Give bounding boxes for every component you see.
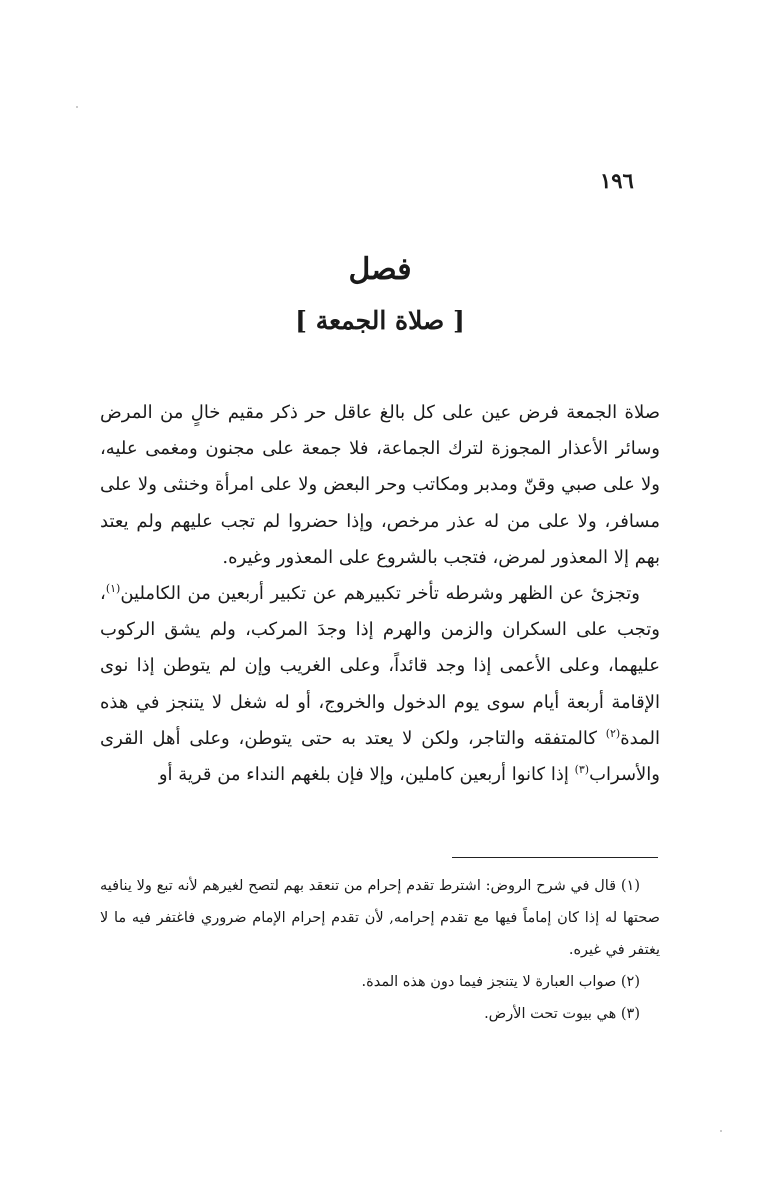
footnote-1: (١) قال في شرح الروض: اشترط تقدم إحرام من تنعقد بهم لتصح لغيرهم لأنه تبع ولا ينافيه صحتها له إذا كان إماماً فيها مع تقدم إحرامه, لأن تقدم إحرام الإمام ضروري فاغتفر فيه ما لا يغتفر في غيره. <box>100 878 660 958</box>
page-number: ١٩٦ <box>600 168 634 193</box>
body-text <box>100 395 660 793</box>
footnote-ref-2: (٢) <box>605 726 621 740</box>
footnote-ref-1: (١) <box>105 582 121 596</box>
scan-speck <box>720 1130 722 1132</box>
footnote-2: (٢) صواب العبارة لا يتنجز فيما دون هذه المدة. <box>361 974 640 990</box>
paragraph-2 <box>100 576 660 793</box>
section-title: [ صلاة الجمعة ] <box>295 306 465 335</box>
footnote-divider <box>452 857 658 858</box>
paragraph-2-part-1: وتجزئ عن الظهر وشرطه تأخر تكبيرهم عن تكبير أربعين من الكاملين <box>120 583 640 605</box>
scan-speck <box>76 106 78 108</box>
footnote-3: (٣) هي بيوت تحت الأرض. <box>484 1006 640 1022</box>
footnote-ref-3: (٣) <box>574 763 590 777</box>
chapter-title: فصل <box>348 252 412 287</box>
paragraph-2-part-4: إذا كانوا أربعين كاملين، وإلا فإن بلغهم النداء من قرية أو <box>158 764 575 786</box>
footnotes <box>100 870 660 1030</box>
paragraph-1: صلاة الجمعة فرض عين على كل بالغ عاقل حر ذكر مقيم خالٍ من المرض وسائر الأعذار المجوزة لترك الجماعة، فلا جمعة على مجنون ومغمى عليه، ولا على صبي وقنّ ومدبر ومكاتب وحر البعض ولا على امرأة وخنثى ولا على مسافر، ولا على من له عذر مرخص، وإذا حضروا لم تجب عليهم ولم يعتد بهم إلا المعذور لمرض، فتجب بالشروع على المعذور وغيره. <box>100 402 660 568</box>
paragraph-2-part-2: ، وتجب على السكران والزمن والهرم إذا وجدَ المركب، ولم يشق الركوب عليهما، وعلى الأعمى إذا وجد قائداً، وعلى الغريب وإن لم يتوطن إذا نوى الإقامة أربعة أيام سوى يوم الدخول والخروج، أو له شغل لا يتنجز في هذه المدة <box>100 583 660 749</box>
paragraph-2-part-3: كالمتفقه والتاجر، ولكن لا يعتد به حتى يتوطن، وعلى أهل القرى والأسراب <box>100 727 660 786</box>
